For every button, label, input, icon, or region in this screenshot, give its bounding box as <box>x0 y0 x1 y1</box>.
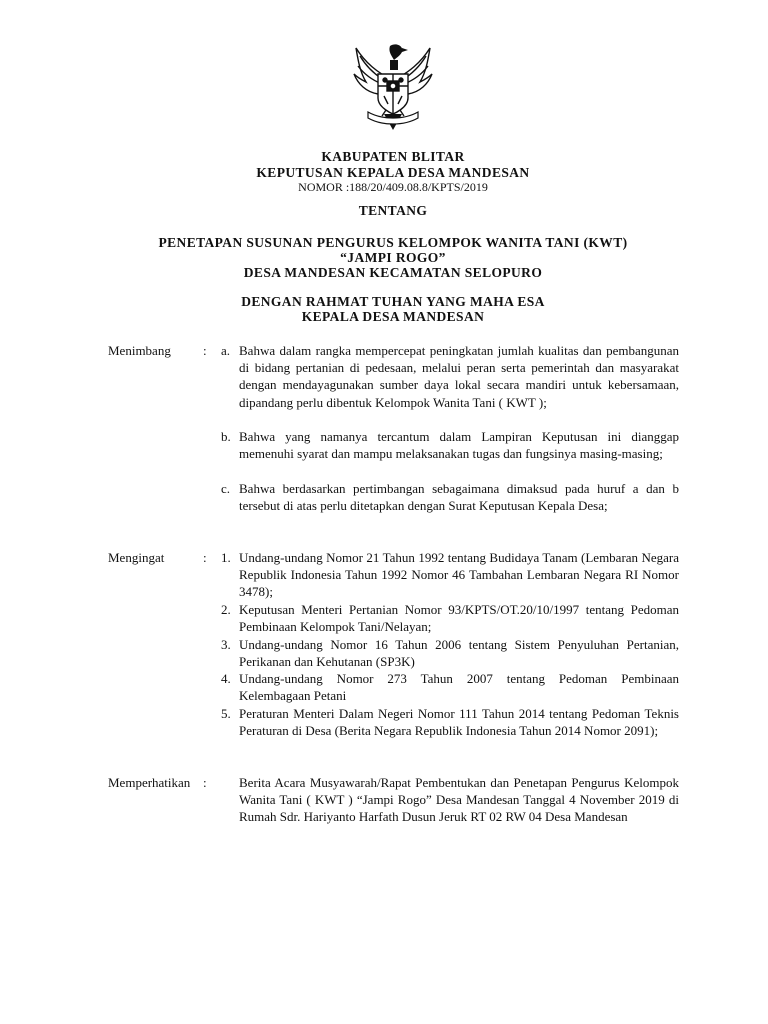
preamble-line-1: DENGAN RAHMAT TUHAN YANG MAHA ESA <box>241 294 545 309</box>
subject-title-line-1: PENETAPAN SUSUNAN PENGURUS KELOMPOK WANITA TANI (KWT) <box>158 235 628 250</box>
list-marker: 5. <box>221 706 231 721</box>
subject-title-line-3: DESA MANDESAN KECAMATAN SELOPURO <box>243 265 543 280</box>
list-marker: 4. <box>221 671 231 686</box>
menimbang-item-b: Bahwa yang namanya tercantum dalam Lampiran Keputusan ini dianggap memenuhi syarat dan mampu melaksanakan tugas dan fungsinya masing-masing; <box>239 429 679 462</box>
list-marker: c. <box>221 481 231 496</box>
subject-title-line-2: “JAMPI ROGO” <box>340 250 446 265</box>
tentang-heading: TENTANG <box>358 203 428 218</box>
list-marker: b. <box>221 429 231 444</box>
decree-title: KEPUTUSAN KEPALA DESA MANDESAN <box>256 165 530 180</box>
menimbang-colon: : <box>203 343 207 358</box>
mengingat-item-5: Peraturan Menteri Dalam Negeri Nomor 111 Tahun 2014 tentang Pedoman Teknis Peraturan di Desa (Berita Negara Republik Indonesia Tahun 2014 Nomor 2091); <box>239 706 679 739</box>
list-marker: 2. <box>221 602 231 617</box>
list-marker: 1. <box>221 550 231 565</box>
mengingat-label: Mengingat <box>108 550 165 565</box>
decree-number: NOMOR :188/20/409.08.8/KPTS/2019 <box>298 180 488 194</box>
menimbang-item-a: Bahwa dalam rangka mempercepat peningkatan jumlah kualitas dan pembangunan di bidang pertanian di pedesaan, melalui peran serta pemerintah dan masyarakat dengan mendayagunakan sumber daya lokal secara mandiri untuk kebersamaan, dipandang perlu dibentuk Kelompok Wanita Tani ( KWT ); <box>239 343 679 410</box>
mengingat-item-4: Undang-undang Nomor 273 Tahun 2007 tentang Pedoman Pembinaan Kelembagaan Petani <box>239 671 679 704</box>
regency-name: KABUPATEN BLITAR <box>321 149 465 164</box>
menimbang-item-c: Bahwa berdasarkan pertimbangan sebagaimana dimaksud pada huruf a dan b tersebut di atas perlu ditetapkan dengan Surat Keputusan Kepala Desa; <box>239 481 679 514</box>
preamble-line-2: KEPALA DESA MANDESAN <box>301 309 485 324</box>
mengingat-item-1: Undang-undang Nomor 21 Tahun 1992 tentang Budidaya Tanam (Lembaran Negara Republik Indonesia Tahun 1992 Nomor 46 Tambahan Lembaran Negara RI Nomor 3478); <box>239 550 679 600</box>
list-marker: a. <box>221 343 231 358</box>
mengingat-item-3: Undang-undang Nomor 16 Tahun 2006 tentang Sistem Penyuluhan Pertanian, Perikanan dan Kehutanan (SP3K) <box>239 637 679 670</box>
memperhatikan-text: Berita Acara Musyawarah/Rapat Pembentukan dan Penetapan Pengurus Kelompok Wanita Tani ( KWT ) “Jampi Rogo” Desa Mandesan Tanggal 4 November 2019 di Rumah Sdr. Hariyanto Harfath Dusun Jeruk RT 02 RW 04 Desa Mandesan <box>239 775 679 825</box>
mengingat-colon: : <box>203 550 207 565</box>
menimbang-label: Menimbang <box>108 343 171 358</box>
garuda-pancasila-emblem <box>348 38 438 134</box>
memperhatikan-label: Memperhatikan <box>108 775 191 790</box>
mengingat-item-2: Keputusan Menteri Pertanian Nomor 93/KPTS/OT.20/10/1997 tentang Pedoman Pembinaan Kelompok Tani/Nelayan; <box>239 602 679 635</box>
memperhatikan-colon: : <box>203 775 207 790</box>
list-marker: 3. <box>221 637 231 652</box>
